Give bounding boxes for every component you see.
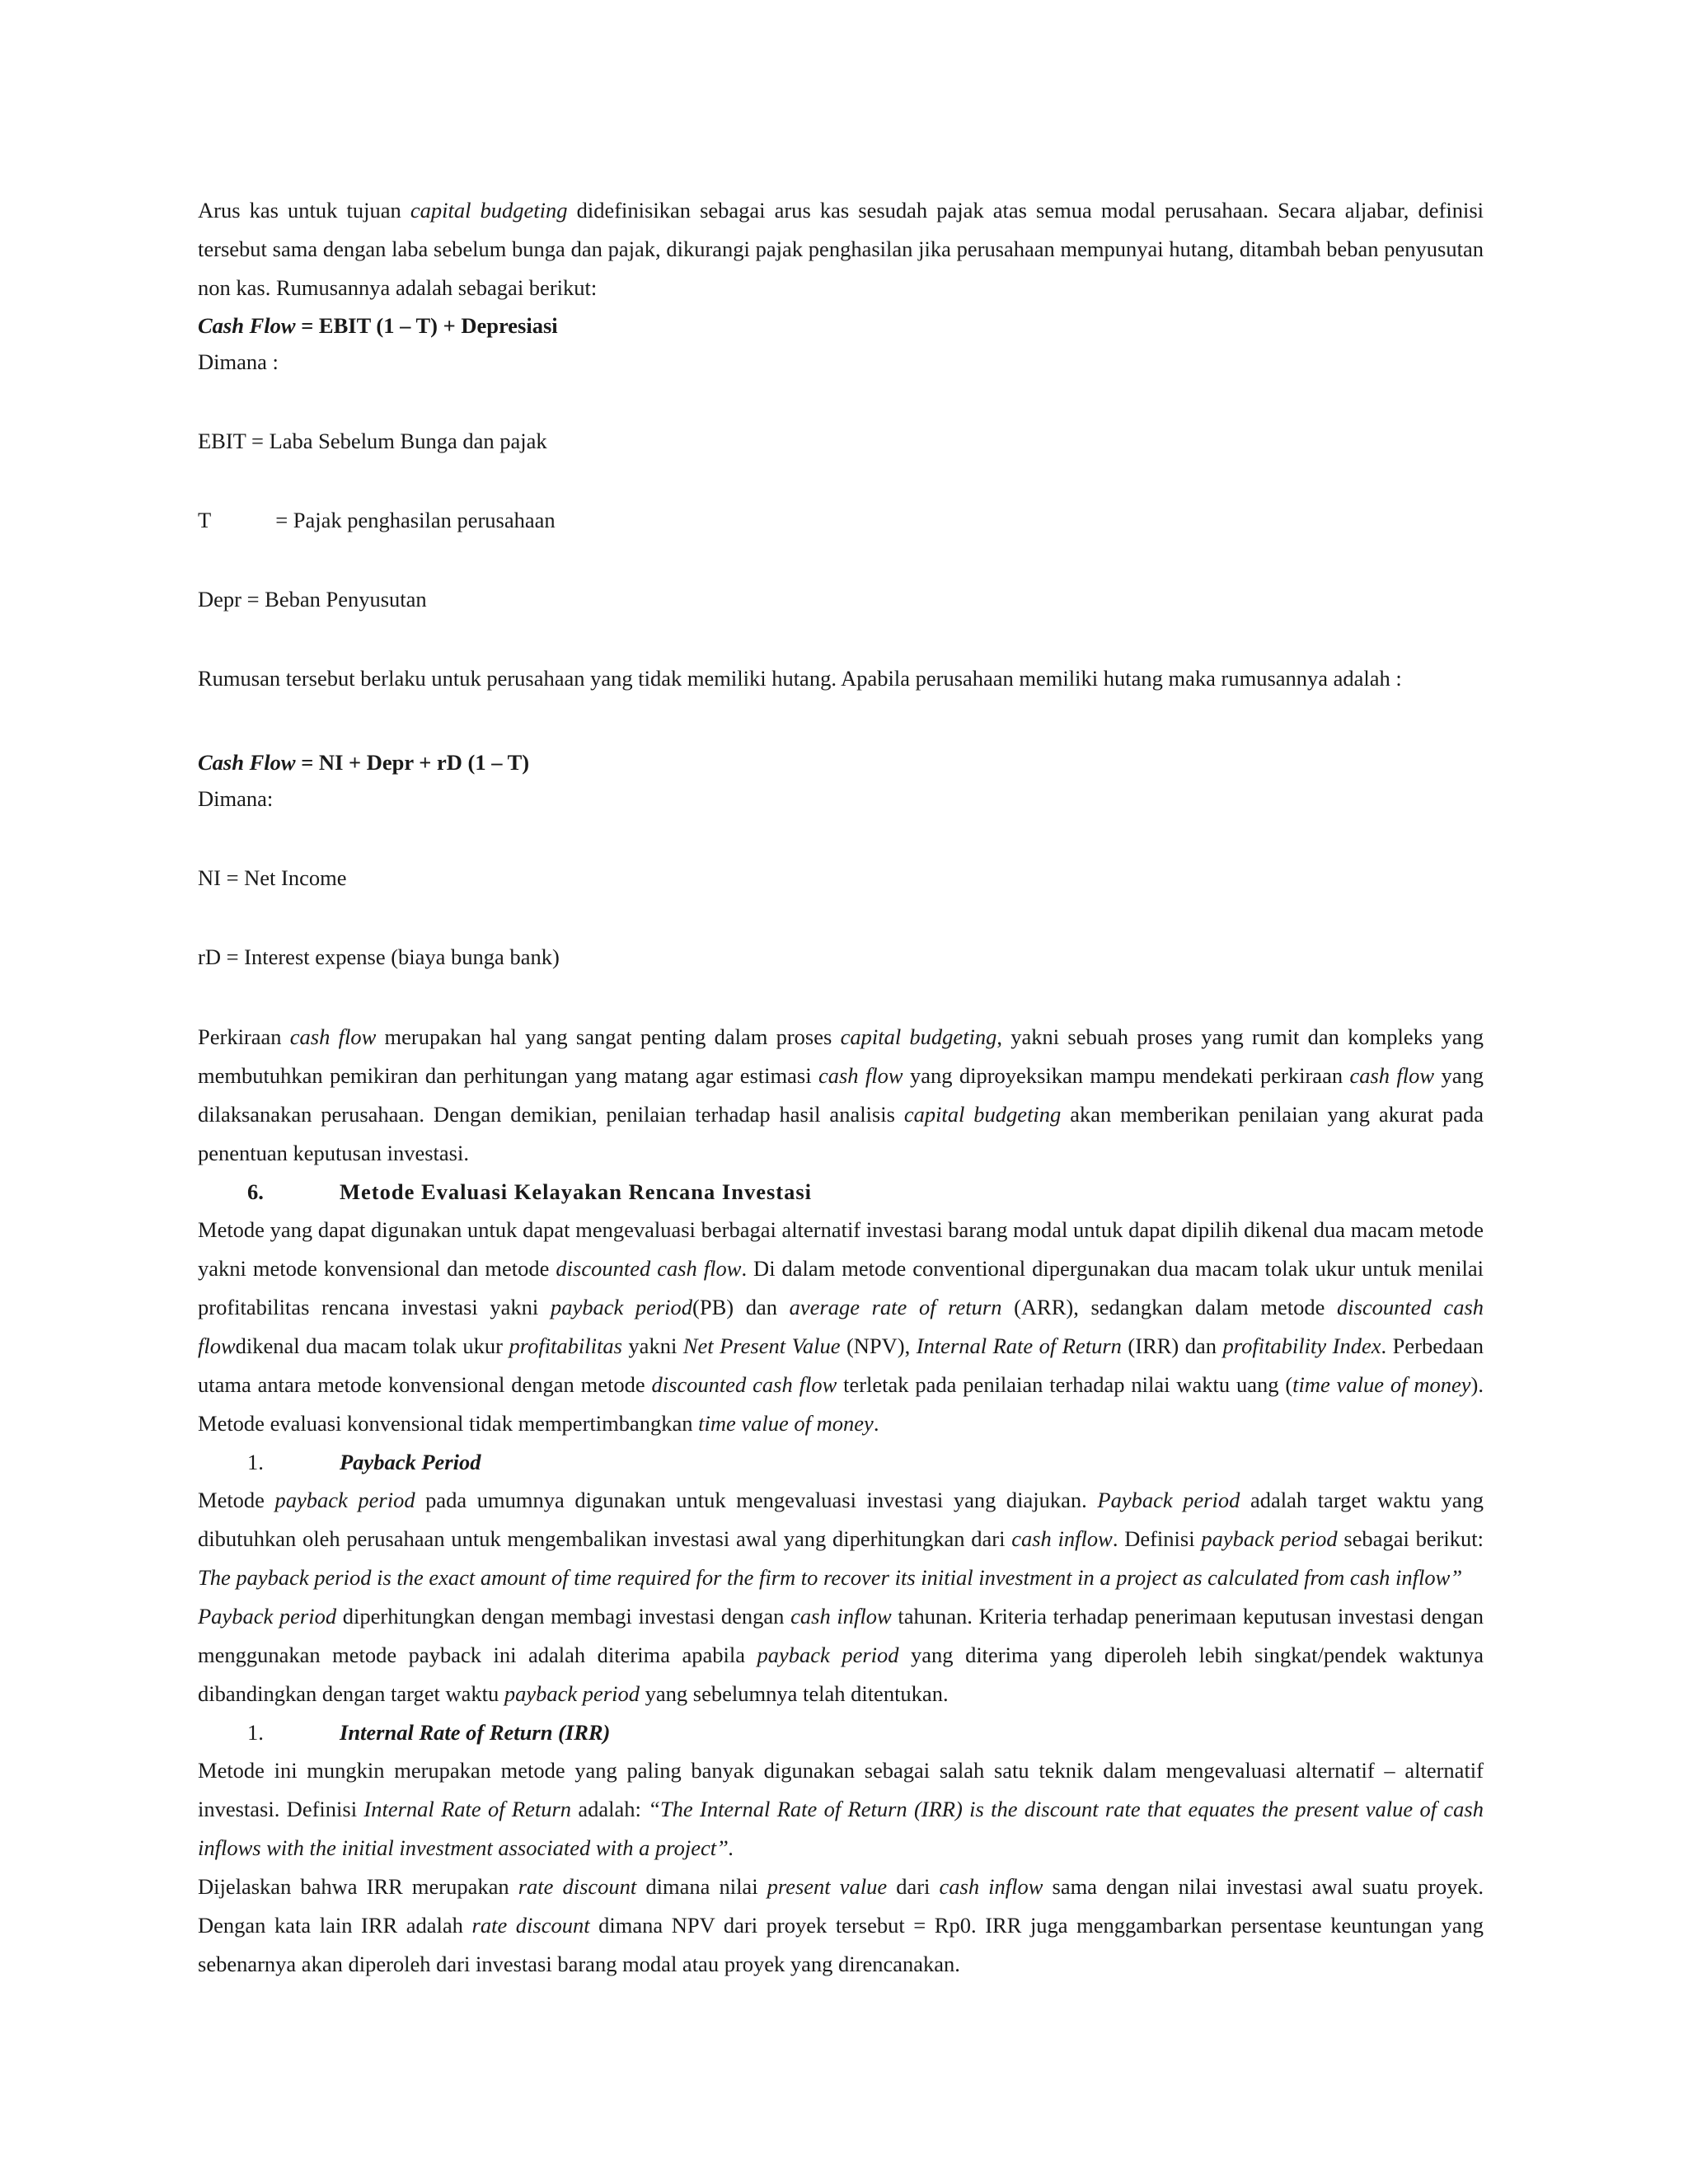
text-italic: Internal Rate of Return	[363, 1797, 572, 1821]
section-heading-6	[198, 1173, 1484, 1211]
text: . Definisi	[1112, 1526, 1202, 1551]
text: yakni	[621, 1333, 683, 1358]
text-italic: cash flow	[1349, 1063, 1435, 1088]
definition-rd: rD = Interest expense (biaya bunga bank)	[198, 944, 560, 969]
text-italic: The payback period is the exact amount of time required for the firm to recover its initial investment in a project as calculated from cash inflow”	[198, 1565, 1463, 1590]
definition-t-text: = Pajak penghasilan perusahaan	[275, 508, 556, 532]
definition-depr: Depr = Beban Penyusutan	[198, 587, 427, 612]
text-italic: rate discount	[471, 1913, 590, 1938]
paragraph-payback-criteria	[198, 1597, 1484, 1713]
paragraph-irr-definition	[198, 1751, 1484, 1868]
heading-number: 1.	[247, 1720, 264, 1745]
text: Perkiraan	[198, 1024, 290, 1049]
text: sebagai berikut:	[1337, 1526, 1484, 1551]
text-italic: cash inflow	[939, 1874, 1043, 1899]
text: . Di dalam metode conventional dipergunakan dua macam tolak ukur untuk menilai profitabilitas rencana investasi yakni	[198, 1256, 1484, 1319]
text-italic: cash inflow	[1011, 1526, 1113, 1551]
text-italic: “The Internal Rate of Return (IRR) is the discount rate that equates the present value of cash inflows with the initial investment associated with a project”.	[198, 1797, 1484, 1860]
heading-number: 6.	[247, 1179, 264, 1204]
formula-italic: Cash Flow	[198, 313, 296, 338]
dimana-label-1: Dimana :	[198, 349, 279, 374]
text-italic: discounted cash flow	[198, 1295, 1484, 1358]
text: yang diterima yang diperoleh lebih singkat/pendek waktunya dibandingkan dengan target waktu	[198, 1643, 1484, 1706]
text-italic: Internal Rate of Return	[916, 1333, 1122, 1358]
formula-italic: Cash Flow	[198, 750, 296, 775]
formula-text: = NI + Depr + rD (1 – T)	[295, 750, 530, 775]
paragraph-capital-budgeting-definition	[198, 191, 1484, 307]
text: pada umumnya digunakan untuk mengevaluasi investasi yang diajukan.	[415, 1488, 1098, 1512]
text: dimana nilai	[636, 1874, 767, 1899]
text: yang diproyeksikan mampu mendekati perkiraan	[903, 1063, 1350, 1088]
text: , yakni sebuah proses yang rumit dan kompleks yang membutuhkan pemikiran dan perhitungan yang matang agar estimasi	[198, 1024, 1484, 1088]
text: Metode	[198, 1488, 275, 1512]
paragraph-irr-explanation	[198, 1868, 1484, 1984]
text-italic: payback period	[504, 1681, 640, 1706]
text: yang dilaksanakan perusahaan. Dengan demikian, penilaian terhadap hasil analisis	[198, 1063, 1484, 1127]
text: akan memberikan penilaian yang akurat pada penentuan keputusan investasi.	[198, 1102, 1484, 1165]
paragraph-hutang: Rumusan tersebut berlaku untuk perusahaan yang tidak memiliki hutang. Apabila perusahaan memiliki hutang maka rumusannya adalah :	[198, 666, 1402, 691]
text-italic: Payback period	[1097, 1488, 1240, 1512]
text-italic: Net Present Value	[682, 1333, 841, 1358]
document-page	[198, 191, 1484, 1984]
text-italic: discounted cash flow	[651, 1372, 837, 1397]
text: dikenal dua macam tolak ukur	[235, 1333, 509, 1358]
text: adalah:	[571, 1797, 649, 1821]
text: Arus kas untuk tujuan	[198, 198, 410, 223]
text-italic: average rate of return	[789, 1295, 1002, 1319]
paragraph-evaluation-methods	[198, 1211, 1484, 1443]
text-italic: profitability Index	[1222, 1333, 1381, 1358]
text: merupakan hal yang sangat penting dalam proses	[376, 1024, 841, 1049]
text: dimana NPV dari proyek tersebut = Rp0. IRR juga menggambarkan persentase keuntungan yang sebenarnya akan diperoleh dari investasi barang modal atau proyek yang direncanakan.	[198, 1913, 1484, 1976]
dimana-label-2: Dimana:	[198, 786, 274, 811]
text-italic: capital budgeting	[840, 1024, 997, 1049]
paragraph-payback-definition	[198, 1481, 1484, 1597]
text-italic: discounted cash flow	[556, 1256, 742, 1281]
formula-cash-flow-1	[198, 307, 1484, 344]
text-italic: time value of money	[698, 1411, 874, 1436]
text: Metode ini mungkin merupakan metode yang paling banyak digunakan sebagai salah satu teknik dalam mengevaluasi alternatif – alternatif investasi. Definisi	[198, 1758, 1484, 1821]
text-italic: payback period	[550, 1295, 693, 1319]
heading-text: Payback Period	[340, 1450, 481, 1474]
text: (IRR) dan	[1121, 1333, 1223, 1358]
definition-t	[198, 502, 1484, 538]
text-italic: cash flow	[818, 1063, 903, 1088]
definition-t-label: T	[198, 508, 212, 532]
definition-ni: NI = Net Income	[198, 865, 347, 890]
text-italic: rate discount	[518, 1874, 637, 1899]
text-italic: payback period	[757, 1643, 899, 1667]
text: tahunan. Kriteria terhadap penerimaan keputusan investasi dengan menggunakan metode payback ini adalah diterima apabila	[198, 1604, 1484, 1667]
formula-cash-flow-2	[198, 744, 1484, 780]
heading-text: Internal Rate of Return (IRR)	[340, 1720, 611, 1745]
text-italic: time value of money	[1292, 1372, 1471, 1397]
text: terletak pada penilaian terhadap nilai waktu uang (	[837, 1372, 1293, 1397]
text: . Perbedaan utama antara metode konvensional dengan metode	[198, 1333, 1484, 1397]
text: (NPV),	[840, 1333, 917, 1358]
heading-number: 1.	[247, 1450, 264, 1474]
definition-ebit: EBIT = Laba Sebelum Bunga dan pajak	[198, 429, 547, 453]
text-italic: capital budgeting	[903, 1102, 1062, 1127]
text-italic: Payback period	[198, 1604, 337, 1629]
text-italic: capital budgeting	[410, 198, 568, 223]
text: ). Metode evaluasi konvensional tidak mempertimbangkan	[198, 1372, 1484, 1436]
formula-text: = EBIT (1 – T) + Depresiasi	[295, 313, 558, 338]
section-heading-irr	[198, 1713, 1484, 1751]
text: (ARR), sedangkan dalam metode	[1001, 1295, 1337, 1319]
text: sama dengan nilai investasi awal suatu proyek. Dengan kata lain IRR adalah	[198, 1874, 1484, 1938]
text-italic: payback period	[1201, 1526, 1338, 1551]
text-italic: payback period	[274, 1488, 415, 1512]
text: (PB) dan	[692, 1295, 790, 1319]
paragraph-cash-flow-estimate	[198, 1018, 1484, 1173]
text-italic: cash inflow	[790, 1604, 892, 1629]
text-italic: cash flow	[289, 1024, 377, 1049]
text: diperhitungkan dengan membagi investasi dengan	[336, 1604, 791, 1629]
text: Dijelaskan bahwa IRR merupakan	[198, 1874, 518, 1899]
text: yang sebelumnya telah ditentukan.	[640, 1681, 949, 1706]
text: didefinisikan sebagai arus kas sesudah pajak atas semua modal perusahaan. Secara aljabar, definisi tersebut sama dengan laba sebelum bunga dan pajak, dikurangi pajak penghasilan jika perusahaan mempunyai hutang, ditambah beban penyusutan non kas. Rumusannya adalah sebagai berikut:	[198, 198, 1484, 300]
section-heading-payback-period	[198, 1443, 1484, 1481]
text: Metode yang dapat digunakan untuk dapat mengevaluasi berbagai alternatif investasi barang modal untuk dapat dipilih dikenal dua macam metode yakni metode konvensional dan metode	[198, 1217, 1484, 1281]
text: dari	[887, 1874, 940, 1899]
text: adalah target waktu yang dibutuhkan oleh perusahaan untuk mengembalikan investasi awal yang diperhitungkan dari	[198, 1488, 1484, 1551]
text-italic: profitabilitas	[509, 1333, 622, 1358]
text-italic: present value	[767, 1874, 888, 1899]
text: .	[873, 1411, 879, 1436]
heading-text: Metode Evaluasi Kelayakan Rencana Investasi	[340, 1179, 813, 1204]
